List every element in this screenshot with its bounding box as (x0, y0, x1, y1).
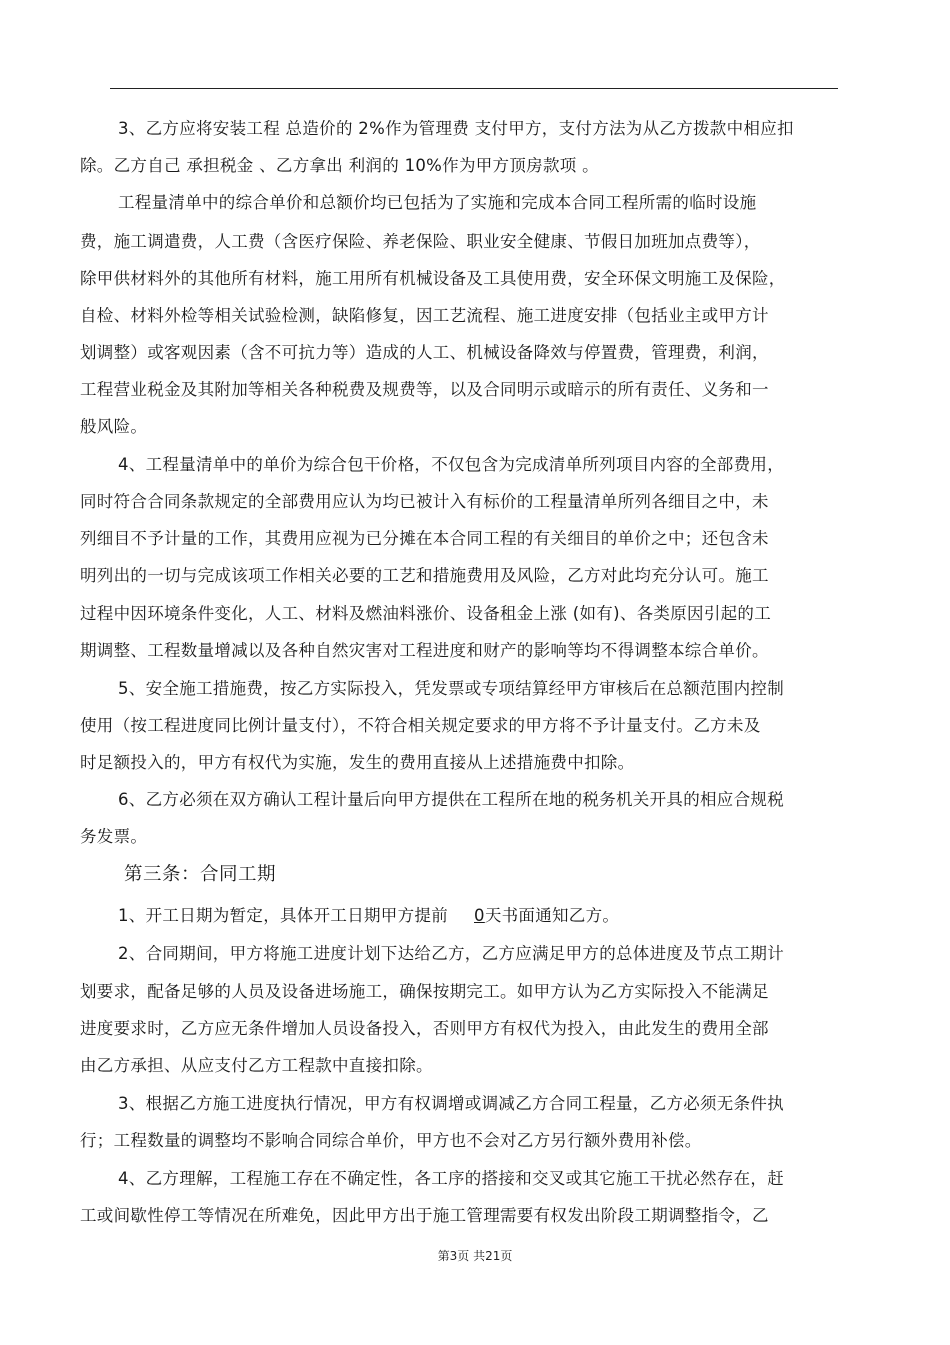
paragraph-line: 除甲供材料外的其他所有材料，施工用所有机械设备及工具使用费，安全环保文明施工及保险， (80, 269, 786, 288)
paragraph-line: 务发票。 (80, 827, 148, 846)
header-rule (110, 88, 838, 89)
paragraph-line: 般风险。 (80, 417, 148, 436)
paragraph-line: 自检、材料外检等相关试验检测，缺陷修复，因工艺流程、施工进度安排（包括业主或甲方计 (80, 306, 769, 325)
paragraph-line: 6、乙方必须在双方确认工程计量后向甲方提供在工程所在地的税务机关开具的相应合规税 (118, 790, 784, 809)
paragraph-line: 使用（按工程进度同比例计量支付），不符合相关规定要求的甲方将不予计量支付。乙方未及 (80, 716, 761, 735)
page-number: 第3页 共21页 (437, 1249, 513, 1263)
section-heading: 第三条：合同工期 (124, 864, 277, 885)
paragraph-line: 费，施工调遣费，人工费（含医疗保险、养老保险、职业安全健康、节假日加班加点费等）， (80, 232, 761, 251)
paragraph-line: 同时符合合同条款规定的全部费用应认为均已被计入有标价的工程量清单所列各细目之中，未 (80, 492, 769, 511)
paragraph-line: 明列出的一切与完成该项工作相关必要的工艺和措施费用及风险，乙方对此均充分认可。施工 (80, 566, 769, 585)
paragraph-line (118, 906, 619, 926)
paragraph-line: 由乙方承担、从应支付乙方工程款中直接扣除。 (80, 1056, 433, 1075)
paragraph-line: 4、工程量清单中的单价为综合包干价格，不仅包含为完成清单所列项目内容的全部费用， (118, 455, 784, 474)
text-segment: 天书面通知乙方。 (484, 906, 620, 925)
paragraph-line: 2、合同期间，甲方将施工进度计划下达给乙方，乙方应满足甲方的总体进度及节点工期计 (118, 944, 784, 963)
paragraph-line: 3、根据乙方施工进度执行情况，甲方有权调增或调减乙方合同工程量，乙方必须无条件执 (118, 1094, 784, 1113)
notice-days-value: 0 (474, 906, 485, 925)
paragraph-line: 过程中因环境条件变化，人工、材料及燃油料涨价、设备租金上涨 (如有)、各类原因引起的工 (80, 604, 772, 623)
paragraph-line: 划要求，配备足够的人员及设备进场施工，确保按期完工。如甲方认为乙方实际投入不能满足 (80, 982, 769, 1001)
text-segment: 1、开工日期为暂定，具体开工日期甲方提前 (118, 906, 448, 925)
paragraph-line: 工或间歇性停工等情况在所难免，因此甲方出于施工管理需要有权发出阶段工期调整指令，乙 (80, 1206, 769, 1225)
paragraph-line: 时足额投入的，甲方有权代为实施，发生的费用直接从上述措施费中扣除。 (80, 753, 635, 772)
paragraph-line: 除。乙方自己 承担税金 、乙方拿出 利润的 10%作为甲方顶房款项 。 (80, 156, 599, 175)
paragraph-line: 3、乙方应将安装工程 总造价的 2%作为管理费 支付甲方，支付方法为从乙方拨款中相应扣 (118, 119, 794, 138)
paragraph-line: 划调整）或客观因素（含不可抗力等）造成的人工、机械设备降效与停置费，管理费，利润， (80, 343, 769, 362)
paragraph-line: 工程营业税金及其附加等相关各种税费及规费等，以及合同明示或暗示的所有责任、义务和一 (80, 380, 769, 399)
paragraph-line: 工程量清单中的综合单价和总额价均已包括为了实施和完成本合同工程所需的临时设施 (118, 193, 757, 212)
paragraph-line: 进度要求时，乙方应无条件增加人员设备投入，否则甲方有权代为投入，由此发生的费用全部 (80, 1019, 769, 1038)
paragraph-line: 行；工程数量的调整均不影响合同综合单价，甲方也不会对乙方另行额外费用补偿。 (80, 1131, 702, 1150)
paragraph-line: 4、乙方理解，工程施工存在不确定性，各工序的搭接和交叉或其它施工干扰必然存在，赶 (118, 1169, 784, 1188)
paragraph-line: 期调整、工程数量增减以及各种自然灾害对工程进度和财产的影响等均不得调整本综合单价。 (80, 641, 769, 660)
paragraph-line: 5、安全施工措施费，按乙方实际投入，凭发票或专项结算经甲方审核后在总额范围内控制 (118, 679, 784, 698)
paragraph-line: 列细目不予计量的工作，其费用应视为已分摊在本合同工程的有关细目的单价之中；还包含未 (80, 529, 769, 548)
